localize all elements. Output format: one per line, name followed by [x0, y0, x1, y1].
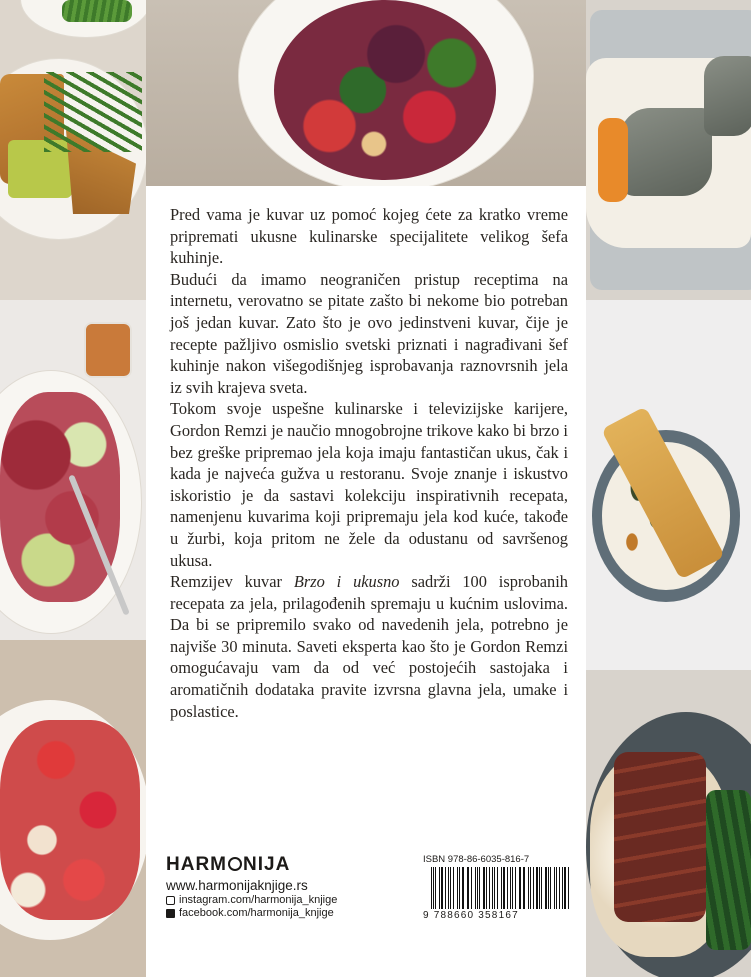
- barcode-bar: [550, 867, 551, 909]
- barcode-bar: [483, 867, 485, 909]
- barcode-bar: [467, 867, 468, 909]
- carrot-slices: [598, 118, 628, 202]
- instagram-line[interactable]: [166, 894, 366, 906]
- isbn-label: ISBN 978-86-6035-816-7: [423, 854, 530, 865]
- barcode-bar: [533, 867, 534, 909]
- barcode-bar: [515, 867, 516, 909]
- book-blurb: [170, 204, 568, 722]
- blurb-paragraph-2: Budući da imamo neograničen pristup receptima na internetu, verovatno se pitate zašto bi nekome bio potreban još jedan kuvar. Zato što je ovo jedinstveni kuvar, čije je recepte pažljivo osmislio svetski priznati i nagrađivani šef kuhinje nakon višegodišnjeg isprobavanja raznovrsnih jela iz svih krajeva sveta.: [170, 269, 568, 397]
- barcode-bar: [497, 867, 498, 909]
- publisher-website[interactable]: www.harmonijaknjige.rs: [166, 878, 308, 893]
- facebook-line[interactable]: [166, 907, 366, 919]
- barcode-bar: [510, 867, 511, 909]
- radicchio-salad: [0, 392, 120, 602]
- barcode-bar: [503, 867, 505, 909]
- barcode-bar: [462, 867, 464, 909]
- barcode-bar: [453, 867, 454, 909]
- barcode-bar: [545, 867, 547, 909]
- facebook-handle: facebook.com/harmonija_knjige: [179, 907, 334, 919]
- barcode-bar: [530, 867, 531, 909]
- barcode-bar: [433, 867, 434, 909]
- left-photo-column: [0, 0, 146, 977]
- book-title-inline: Brzo i ukusno: [293, 572, 400, 592]
- blurb-p4-before: Remzijev kuvar: [170, 572, 294, 592]
- barcode-bar: [568, 867, 569, 909]
- instagram-handle: instagram.com/harmonija_knjige: [179, 894, 338, 906]
- logo-o-ring: [228, 857, 242, 871]
- barcode-bar: [501, 867, 502, 909]
- top-photo-band: [146, 0, 586, 186]
- barcode-bar: [562, 867, 563, 909]
- barcode-bar: [489, 867, 490, 909]
- dressing-jar: [84, 322, 132, 378]
- back-cover-text-panel: [146, 186, 586, 977]
- barcode: [431, 867, 571, 909]
- barcode-digits: 9 788660 358167: [423, 910, 519, 921]
- barcode-bar: [475, 867, 476, 909]
- instagram-icon: [166, 896, 175, 905]
- publisher-logo-right: NIJA: [243, 854, 291, 875]
- barcode-bar: [528, 867, 529, 909]
- barcode-bar: [477, 867, 478, 909]
- broccolini: [706, 790, 751, 950]
- barcode-bar: [435, 867, 436, 909]
- beet-salad: [274, 0, 496, 180]
- barcode-bar: [448, 867, 449, 909]
- blurb-paragraph-3: Tokom svoje uspešne kulinarske i televizijske karijere, Gordon Remzi je naučio mnogobrojne trikove kako bi brzo i bez greške pripremao jela koja imaju fantastičan ukus, čak i kada je najveća gužva u restoranu. Svoje znanje i iskustvo iskoristio je da sastavi kolekciju inspirativnih recepata, namenjenu kuvarima koji pripremaju jela kod kuće, takođe u žurbi, koja pritom ne žele da odustanu od savršenog ukusa.: [170, 399, 568, 570]
- fish-fillet-1: [620, 108, 712, 196]
- barcode-bar: [439, 867, 440, 909]
- strawberry-dessert: [0, 720, 140, 920]
- barcode-bar: [559, 867, 560, 909]
- isbn-barcode-block: [423, 854, 571, 921]
- sliced-duck: [614, 752, 706, 922]
- blurb-paragraph-1: Pred vama je kuvar uz pomoć kojeg ćete za kratko vreme pripremati ukusne kulinarske specijalitete velikog šefa kuhinje.: [170, 205, 568, 268]
- barcode-bar: [459, 867, 460, 909]
- barcode-bar: [486, 867, 487, 909]
- barcode-bar: [512, 867, 513, 909]
- barcode-bar: [556, 867, 557, 909]
- blurb-paragraph-4: [170, 571, 568, 722]
- publisher-logo-left: HARM: [166, 854, 227, 875]
- barcode-bar: [450, 867, 451, 909]
- barcode-bar: [519, 867, 520, 909]
- barcode-bar: [479, 867, 480, 909]
- barcode-bar: [441, 867, 443, 909]
- barcode-bar: [520, 867, 521, 909]
- green-beans-side: [44, 72, 142, 152]
- right-photo-column: [586, 0, 751, 977]
- barcode-bar: [492, 867, 493, 909]
- barcode-bar: [523, 867, 525, 909]
- barcode-bar: [445, 867, 446, 909]
- blurb-p4-after: sadrži 100 isprobanih recepata za jela, prilagođenih spremaju u kućnim uslovima. Da bi se pripremilo svako od navedenih jela, potrebno je najviše 30 minuta. Saveti eksperta kao što je Gordon Remzi omogućavaju vam da od već postojećih sastojaka i aromatičnih dodataka pravite izvrsna glavna jela, umake i poslastice.: [170, 572, 568, 721]
- barcode-bar: [471, 867, 472, 909]
- barcode-bar: [507, 867, 508, 909]
- barcode-bar: [494, 867, 495, 909]
- fish-fillet-2: [704, 56, 751, 136]
- barcode-bar: [457, 867, 458, 909]
- barcode-bar: [564, 867, 565, 909]
- barcode-bar: [431, 867, 432, 909]
- barcode-bar: [548, 867, 549, 909]
- barcode-bar: [541, 867, 542, 909]
- barcode-bar: [554, 867, 555, 909]
- barcode-bar: [468, 867, 469, 909]
- barcode-bar: [536, 867, 537, 909]
- green-beans-top: [62, 0, 132, 22]
- publisher-logo: [166, 854, 366, 876]
- publisher-block: [166, 854, 366, 919]
- facebook-icon: [166, 909, 175, 918]
- barcode-bar: [539, 867, 540, 909]
